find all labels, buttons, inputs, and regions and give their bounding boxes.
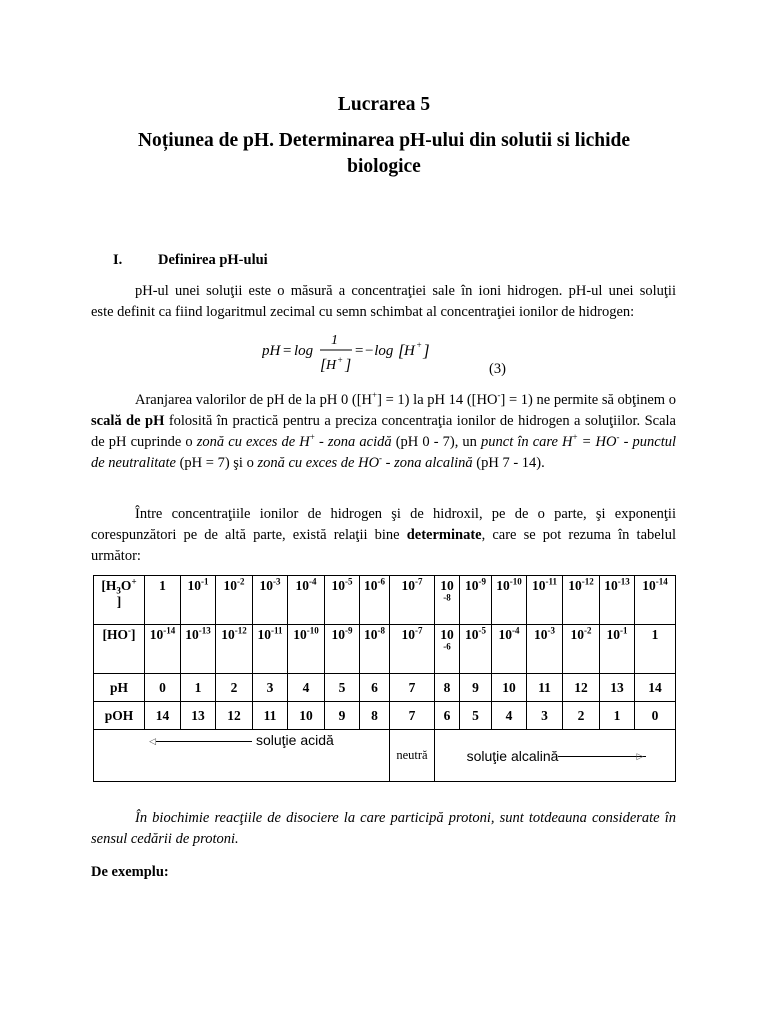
h3o-label-cell: [$H_3O^+$ ] — [94, 576, 145, 625]
poh-cell: 0 — [635, 702, 676, 730]
ho-cell: $10^{-7}$ — [390, 625, 435, 674]
ph-cell: 12 — [563, 674, 600, 702]
poh-cell: 12 — [216, 702, 253, 730]
para1-line2: este definit ca fiind logaritmul zecimal cu semn schimbat al concentraţiei ionilor de hidrogen: — [91, 304, 635, 320]
ho-cell: $10^{-9}$ — [325, 625, 360, 674]
bracket-open-2: [ — [398, 341, 405, 360]
h3o-cell: 1 — [145, 576, 181, 625]
h3o-cell: $10^{-11}$ — [527, 576, 563, 625]
arrow-left-line — [156, 741, 252, 742]
arrow-right-line — [558, 756, 646, 757]
h3o-cell: $10^{-2}$ — [216, 576, 253, 625]
poh-cell: 4 — [492, 702, 527, 730]
h3o-cell: $10^{-13}$ — [600, 576, 635, 625]
poh-cell: 5 — [460, 702, 492, 730]
ho-cell: 10 $^{-6}$ — [435, 625, 460, 674]
ph-scale-term: scală de pH — [91, 413, 165, 429]
formula-denominator: H — [326, 358, 337, 373]
h3o-cell: $10^{-7}$ — [390, 576, 435, 625]
h3o-cell: $10^{-12}$ — [563, 576, 600, 625]
poh-cell: 9 — [325, 702, 360, 730]
ph-formula — [262, 334, 492, 383]
ph-cell: 5 — [325, 674, 360, 702]
ph-cell: 10 — [492, 674, 527, 702]
paragraph-relations: Între concentraţiile ionilor de hidrogen şi de hidroxil, pe de o parte, şi exponenţii corespunzători pe de altă parte, există relaţii bine determinate, care se pot rezuma în tabelul următor: — [91, 506, 676, 564]
ph-label-cell: pH — [94, 674, 145, 702]
paragraph-ph-definition — [91, 281, 676, 323]
ho-cell: $10^{-4}$ — [492, 625, 527, 674]
ho-cell: $10^{-14}$ — [145, 625, 181, 674]
ph-cell: 2 — [216, 674, 253, 702]
h3o-cell: $10^{-6}$ — [360, 576, 390, 625]
h3o-cell: $10^{-3}$ — [253, 576, 288, 625]
poh-cell: 7 — [390, 702, 435, 730]
h3o-cell: 10 $^{-8}$ — [435, 576, 460, 625]
ph-formula-svg — [262, 334, 492, 378]
section-title: Definirea pH-ului — [158, 252, 268, 268]
poh-cell: 11 — [253, 702, 288, 730]
ph-cell: 4 — [288, 674, 325, 702]
section-number: I. — [113, 252, 123, 268]
equation-number: (3) — [489, 361, 506, 377]
poh-label-cell: pOH — [94, 702, 145, 730]
table-row-ho — [94, 625, 676, 674]
acid-zone-label: soluţie acidă — [255, 732, 334, 748]
ph-cell: 8 — [435, 674, 460, 702]
poh-cell: 14 — [145, 702, 181, 730]
alkaline-zone-cell — [435, 730, 676, 782]
paragraph-ph-scale: Aranjarea valorilor de pH de la pH 0 ([H+] = 1) la pH 14 ([HO-] = 1) ne permite să obţinem o scală de pH folosită în practică pentru a preciza concentraţia ionilor de hidrogen a soluţiilor. Scala de pH cuprinde o zonă cu exces de H+ - zona acidă (pH 0 - 7), un punct în care H+ = HO- - punctul de neutralitate (pH = 7) şi o zonă cu exces de HO- - zona alcalină (pH 7 - 14). — [91, 390, 677, 471]
table-row-zones — [94, 730, 676, 782]
arrow-left-icon: ◁ — [149, 735, 157, 746]
table-row-ph — [94, 674, 676, 702]
ho-cell: 1 — [635, 625, 676, 674]
h3o-cell: $10^{-14}$ — [635, 576, 676, 625]
acid-zone-cell — [94, 730, 390, 782]
page-subtitle-line1: Noțiunea de pH. Determinarea pH-ului din solutii si lichide — [137, 130, 631, 151]
ph-cell: 13 — [600, 674, 635, 702]
poh-cell: 13 — [181, 702, 216, 730]
alkaline-zone-label: soluţie alcalină — [466, 747, 559, 764]
ho-cell: $10^{-12}$ — [216, 625, 253, 674]
neutral-zone-cell — [390, 730, 435, 782]
ph-cell: 11 — [527, 674, 563, 702]
example-label: De exemplu: — [91, 864, 169, 880]
poh-cell: 2 — [563, 702, 600, 730]
h3o-cell: $10^{-4}$ — [288, 576, 325, 625]
ph-cell: 6 — [360, 674, 390, 702]
ho-cell: $10^{-11}$ — [253, 625, 288, 674]
para1-line1: pH-ul unei soluţii este o măsură a concentraţiei sale în ioni hidrogen. pH-ul unei soluţii — [135, 283, 676, 299]
bracket-open-1: [ — [320, 357, 327, 374]
page-subtitle-line2: biologice — [347, 156, 421, 177]
formula-minus-log: =−log — [354, 343, 394, 359]
formula-denominator-plus: + — [337, 355, 344, 365]
ho-cell: $10^{-1}$ — [600, 625, 635, 674]
ph-cell: 14 — [635, 674, 676, 702]
ho-cell: $10^{-8}$ — [360, 625, 390, 674]
formula-log: log — [294, 343, 314, 359]
ho-cell: $10^{-5}$ — [460, 625, 492, 674]
ph-cell: 9 — [460, 674, 492, 702]
ho-cell: $10^{-2}$ — [563, 625, 600, 674]
formula-eq: = — [282, 343, 293, 359]
paragraph-biochemistry: În biochimie reacţiile de disociere la care participă protoni, sunt totdeauna considerate în sensul cedării de protoni. — [91, 810, 676, 847]
h3o-cell: $10^{-10}$ — [492, 576, 527, 625]
ph-cell: 7 — [390, 674, 435, 702]
formula-lhs: pH — [262, 343, 281, 359]
formula-rhs: H — [404, 343, 415, 359]
ph-cell: 3 — [253, 674, 288, 702]
h3o-cell: $10^{-9}$ — [460, 576, 492, 625]
h3o-cell: $10^{-1}$ — [181, 576, 216, 625]
table-row-h3o — [94, 576, 676, 625]
poh-cell: 8 — [360, 702, 390, 730]
bracket-close-2: ] — [423, 341, 430, 360]
poh-cell: 3 — [527, 702, 563, 730]
poh-cell: 1 — [600, 702, 635, 730]
ph-cell: 1 — [181, 674, 216, 702]
ho-cell: $10^{-3}$ — [527, 625, 563, 674]
poh-cell: 6 — [435, 702, 460, 730]
poh-cell: 10 — [288, 702, 325, 730]
arrow-right-icon: ▷ — [636, 751, 644, 762]
neutral-zone-label: neutră — [396, 748, 428, 762]
table-row-poh — [94, 702, 676, 730]
h3o-cell: $10^{-5}$ — [325, 576, 360, 625]
ph-cell: 0 — [145, 674, 181, 702]
ho-cell: $10^{-10}$ — [288, 625, 325, 674]
formula-rhs-plus: + — [416, 340, 423, 350]
ho-cell: $10^{-13}$ — [181, 625, 216, 674]
determinate-term: determinate — [406, 527, 482, 543]
ho-label-cell: [HO-] — [94, 625, 145, 674]
page-title: Lucrarea 5 — [337, 94, 431, 115]
bracket-close-1: ] — [345, 357, 352, 374]
formula-numerator: 1 — [331, 334, 338, 348]
ph-table — [93, 575, 676, 782]
